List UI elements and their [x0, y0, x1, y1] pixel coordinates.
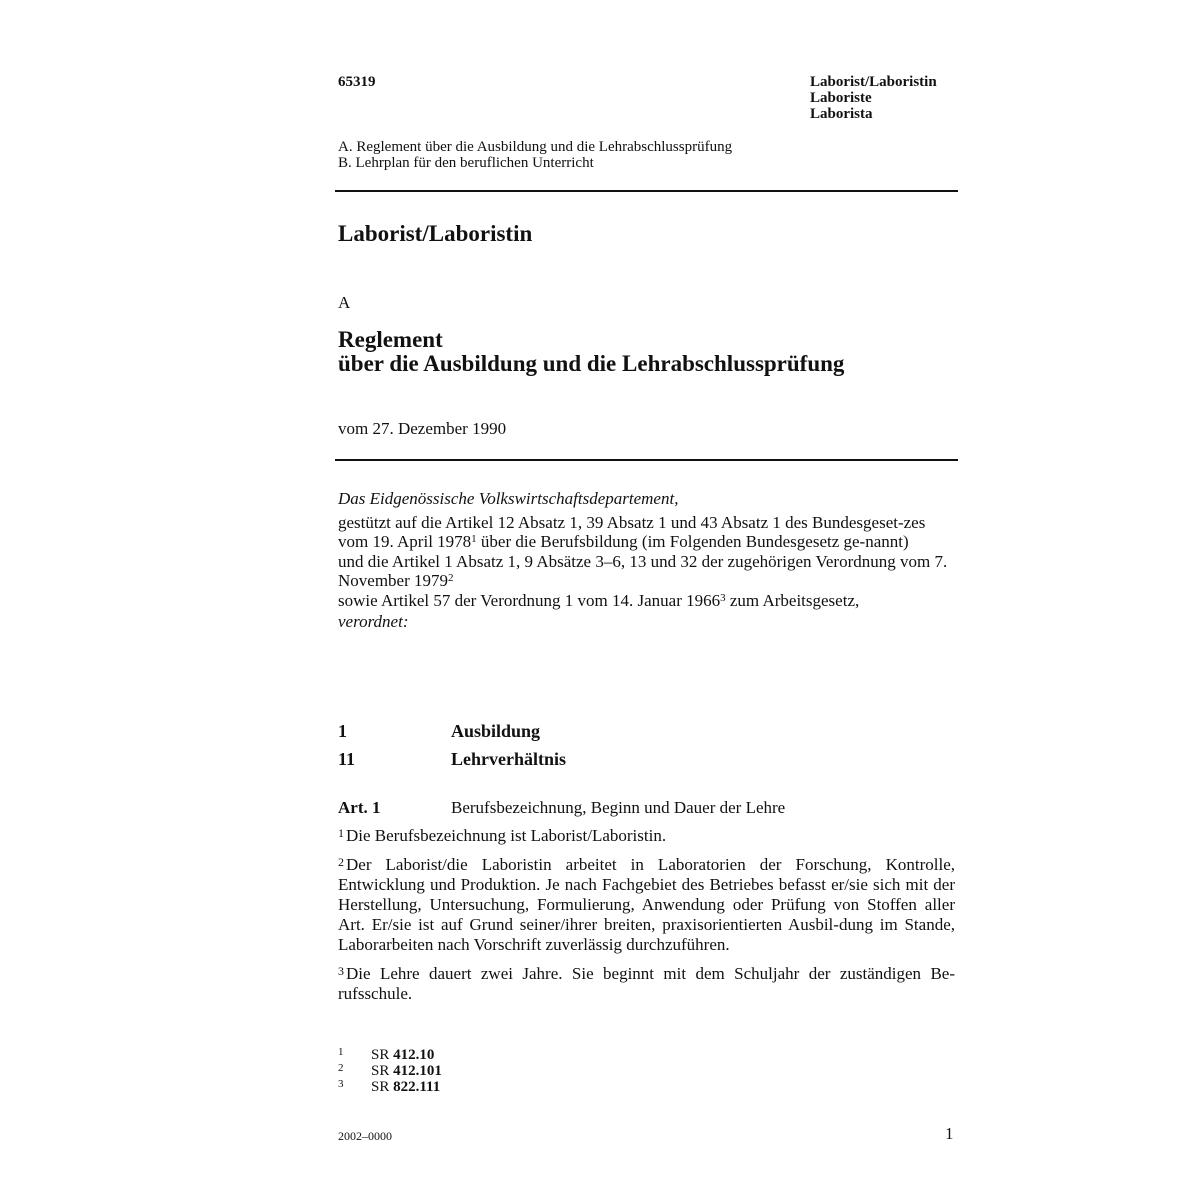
preamble-paragraph-3 — [338, 591, 958, 611]
title-de: Laborist/Laboristin — [810, 74, 937, 90]
section-letter: A — [338, 293, 351, 312]
reglement-title-line1: Reglement — [338, 327, 443, 352]
title-fr: Laboriste — [810, 90, 872, 106]
contents-item-b: B. Lehrplan für den beruflichen Unterricht — [338, 155, 594, 171]
contents-item-a: A. Reglement über die Ausbildung und die Lehrabschlussprüfung — [338, 139, 733, 155]
footnote-ref-3: 3 — [720, 591, 726, 604]
title-translations — [810, 74, 937, 122]
footnote-number: 2 — [338, 1062, 344, 1074]
footnote-number: 3 — [338, 1078, 344, 1090]
section-number: 11 — [338, 749, 356, 769]
footnote-text — [371, 1063, 442, 1079]
preamble-p1-text-a: gestützt auf die Artikel 12 Absatz 1, 39 Absatz 1 und 43 Absatz 1 des Bundesgeset-zes vom 19. April 1978 — [338, 512, 926, 551]
reglement-title-line2: über die Ausbildung und die Lehrabschlussprüfung — [338, 351, 845, 376]
main-title: Laborist/Laboristin — [338, 221, 533, 246]
preamble-authority: Das Eidgenössische Volkswirtschaftsdepartement, — [338, 489, 679, 508]
footnote-prefix: SR — [371, 1063, 390, 1079]
footnote-text — [371, 1079, 440, 1095]
preamble-paragraph-1 — [338, 513, 958, 552]
footer-code: 2002–0000 — [338, 1129, 392, 1143]
preamble — [338, 489, 958, 632]
article-label: Art. 1 — [338, 798, 381, 817]
section-title: Ausbildung — [451, 721, 541, 741]
reglement-date: vom 27. Dezember 1990 — [338, 419, 507, 438]
article-title: Berufsbezeichnung, Beginn und Dauer der Lehre — [451, 798, 786, 817]
preamble-p2-text: und die Artikel 1 Absatz 1, 9 Absätze 3–6, 13 und 32 der zugehörigen Verordnung vom 7. November 1979 — [338, 551, 948, 590]
paragraph-number: 2 — [338, 855, 344, 869]
paragraph-number: 3 — [338, 964, 344, 978]
preamble-p3-text-b: zum Arbeitsgesetz, — [725, 590, 860, 610]
preamble-paragraph-2 — [338, 552, 958, 591]
preamble-p1-text-b: über die Berufsbildung (im Folgenden Bundesgesetz ge-nannt) — [476, 532, 909, 551]
paragraph-number: 1 — [338, 826, 344, 840]
preamble-closing: verordnet: — [338, 612, 409, 631]
footnote-ref: 822.111 — [393, 1079, 441, 1095]
article-paragraph-1 — [338, 826, 955, 846]
article-paragraph-3 — [338, 964, 955, 1004]
footnote-ref: 412.10 — [393, 1047, 435, 1063]
footnote-number: 1 — [338, 1046, 344, 1058]
footnote-ref-2: 2 — [448, 572, 454, 584]
document-number: 65319 — [338, 74, 376, 90]
section-number: 1 — [338, 721, 347, 741]
footnote-ref: 412.101 — [393, 1063, 442, 1079]
section-title: Lehrverhältnis — [451, 749, 566, 769]
paragraph-text: Die Berufsbezeichnung ist Laborist/Laboristin. — [346, 826, 667, 845]
title-it: Laborista — [810, 106, 873, 122]
footnote-prefix: SR — [371, 1079, 390, 1095]
article-paragraph-2 — [338, 855, 955, 955]
paragraph-text: Die Lehre dauert zwei Jahre. Sie beginnt mit dem Schuljahr der zuständigen Be-rufsschule. — [338, 964, 955, 1003]
footnote-ref-1: 1 — [471, 533, 477, 545]
contents-list — [338, 139, 732, 171]
reglement-title — [338, 328, 844, 376]
preamble-p3-text-a: sowie Artikel 57 der Verordnung 1 vom 14. Januar 1966 — [338, 590, 721, 610]
footnote-text — [371, 1047, 434, 1063]
page-number: 1 — [945, 1124, 954, 1143]
header-divider — [335, 190, 958, 192]
paragraph-text: Der Laborist/die Laboristin arbeitet in Laboratorien der Forschung, Kontrolle, Entwicklung und Produktion. Je nach Fachgebiet des Betriebes befasst er/sie sich mit der Herstellung, Untersuchung, Formulierung, Anwendung oder Prüfung von Stoffen aller Art. Er/sie ist auf Grund seiner/ihrer breiten, praxisorientierten Ausbil-dung im Stande, Laborarbeiten nach Vorschrift zuverlässig durchzuführen. — [338, 855, 955, 954]
footnote-prefix: SR — [371, 1047, 390, 1063]
title-divider — [335, 459, 958, 461]
